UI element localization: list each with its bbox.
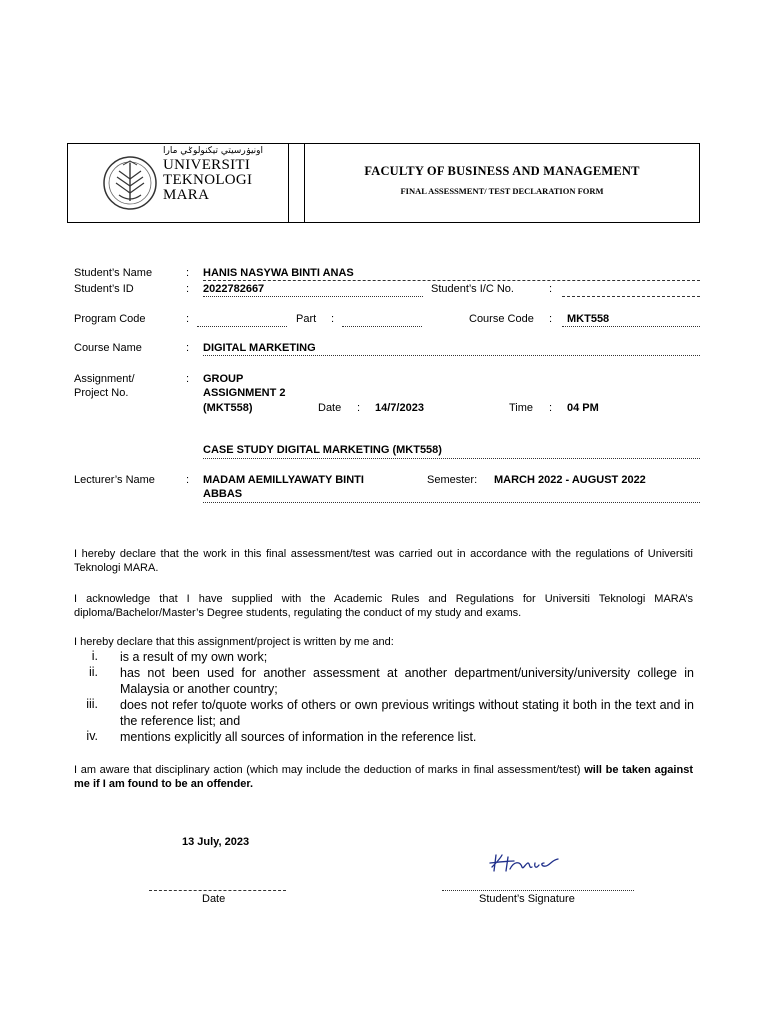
header-divider <box>304 144 305 222</box>
project-title-value: CASE STUDY DIGITAL MARKETING (MKT558) <box>203 444 442 456</box>
course-code-value: MKT558 <box>567 313 610 325</box>
declaration-paragraph: I hereby declare that the work in this final assessment/test was carried out in accordance with the regulations of Universiti Teknologi MARA. <box>74 548 693 574</box>
university-logo <box>101 153 159 213</box>
part-field[interactable] <box>342 313 422 327</box>
program-code-label: Program Code <box>74 313 146 325</box>
project-no-label: Project No. <box>74 387 129 399</box>
time-value: 04 PM <box>567 402 599 414</box>
colon: : <box>186 283 190 295</box>
student-id-value: 2022782667 <box>203 283 265 295</box>
course-name-label: Course Name <box>74 342 142 354</box>
university-name-line: MARA <box>163 187 210 203</box>
ic-label: Student’s I/C No. <box>431 283 514 295</box>
list-item <box>70 649 694 665</box>
date-label: Date <box>202 893 226 905</box>
form-title: FINAL ASSESSMENT/ TEST DECLARATION FORM <box>400 186 604 196</box>
semester-label: Semester: <box>427 474 478 486</box>
assignment-line: (MKT558) <box>203 402 253 414</box>
list-item-number: iv. <box>86 729 98 743</box>
university-jawi-name: اونيۏرسيتي تيكنولوݢي مارا <box>163 146 264 156</box>
project-title-field[interactable] <box>203 444 700 459</box>
colon: : <box>549 283 553 295</box>
list-item <box>70 697 694 729</box>
faculty-title: FACULTY OF BUSINESS AND MANAGEMENT <box>364 164 640 178</box>
header-box <box>67 143 700 223</box>
list-item <box>70 729 694 745</box>
lecturer-name-line: ABBAS <box>203 488 243 500</box>
date-signature-line[interactable] <box>149 882 286 891</box>
student-signature-label: Student’s Signature <box>479 893 575 905</box>
list-item-text: does not refer to/quote works of others or own previous writings without stating it both in the text and in the reference list; and <box>120 698 694 728</box>
semester-value: MARCH 2022 - AUGUST 2022 <box>494 474 646 486</box>
colon: : <box>549 313 553 325</box>
list-item-number: ii. <box>88 665 98 679</box>
time-label: Time <box>509 402 534 414</box>
university-name-line: TEKNOLOGI <box>163 172 253 188</box>
student-id-field[interactable] <box>203 283 423 297</box>
colon: : <box>186 313 190 325</box>
acknowledgement-paragraph: I acknowledge that I have supplied with the Academic Rules and Regulations for Universiti Teknologi MARA’s diploma/Bachelor/Master’s Degree students, regulating the conduct of my study and exams. <box>74 593 693 619</box>
colon: : <box>331 313 335 325</box>
assignment-line: GROUP <box>203 373 244 385</box>
student-name-label: Student’s Name <box>74 267 153 279</box>
disciplinary-warning: will be taken against me if I am found to be an offender. <box>74 764 693 790</box>
lecturer-name-field[interactable] <box>203 488 700 503</box>
colon: : <box>186 373 190 385</box>
student-name-value: HANIS NASYWA BINTI ANAS <box>203 267 354 279</box>
colon: : <box>186 267 190 279</box>
list-item <box>70 665 694 697</box>
course-name-value: DIGITAL MARKETING <box>203 342 316 354</box>
declaration-intro: I hereby declare that this assignment/project is written by me and: <box>74 636 394 648</box>
student-name-field[interactable] <box>203 267 700 281</box>
assignment-line: ASSIGNMENT 2 <box>203 387 286 399</box>
disciplinary-paragraph <box>74 763 693 791</box>
header-divider <box>288 144 289 222</box>
list-item-text: has not been used for another assessment at another department/university/university college in Malaysia or another country; <box>120 666 694 696</box>
list-item-text: mentions explicitly all sources of information in the reference list. <box>120 730 477 744</box>
date-label: Date <box>318 402 342 414</box>
lecturer-name-line: MADAM AEMILLYAWATY BINTI <box>203 474 364 486</box>
list-item-number: iii. <box>86 697 98 711</box>
part-label: Part <box>296 313 317 325</box>
colon: : <box>186 474 190 486</box>
list-item-number: i. <box>91 649 98 663</box>
colon: : <box>186 342 190 354</box>
student-id-label: Student’s ID <box>74 283 134 295</box>
course-name-field[interactable] <box>203 342 700 356</box>
ic-field[interactable] <box>562 283 700 297</box>
assignment-label: Assignment/ <box>74 373 135 385</box>
declaration-list <box>70 649 694 745</box>
colon: : <box>549 402 553 414</box>
colon: : <box>357 402 361 414</box>
date-value: 14/7/2023 <box>375 402 424 414</box>
university-name-line: UNIVERSITI <box>163 157 251 173</box>
lecturer-label: Lecturer’s Name <box>74 474 155 486</box>
student-signature <box>486 851 566 875</box>
signed-date-value: 13 July, 2023 <box>182 836 250 848</box>
course-code-label: Course Code <box>469 313 534 325</box>
university-name <box>163 158 252 203</box>
course-code-field[interactable] <box>562 313 700 327</box>
student-signature-line[interactable] <box>442 882 634 891</box>
program-code-field[interactable] <box>197 313 287 327</box>
disciplinary-text: I am aware that disciplinary action (which may include the deduction of marks in final assessment/test) <box>74 764 581 776</box>
list-item-text: is a result of my own work; <box>120 650 268 664</box>
